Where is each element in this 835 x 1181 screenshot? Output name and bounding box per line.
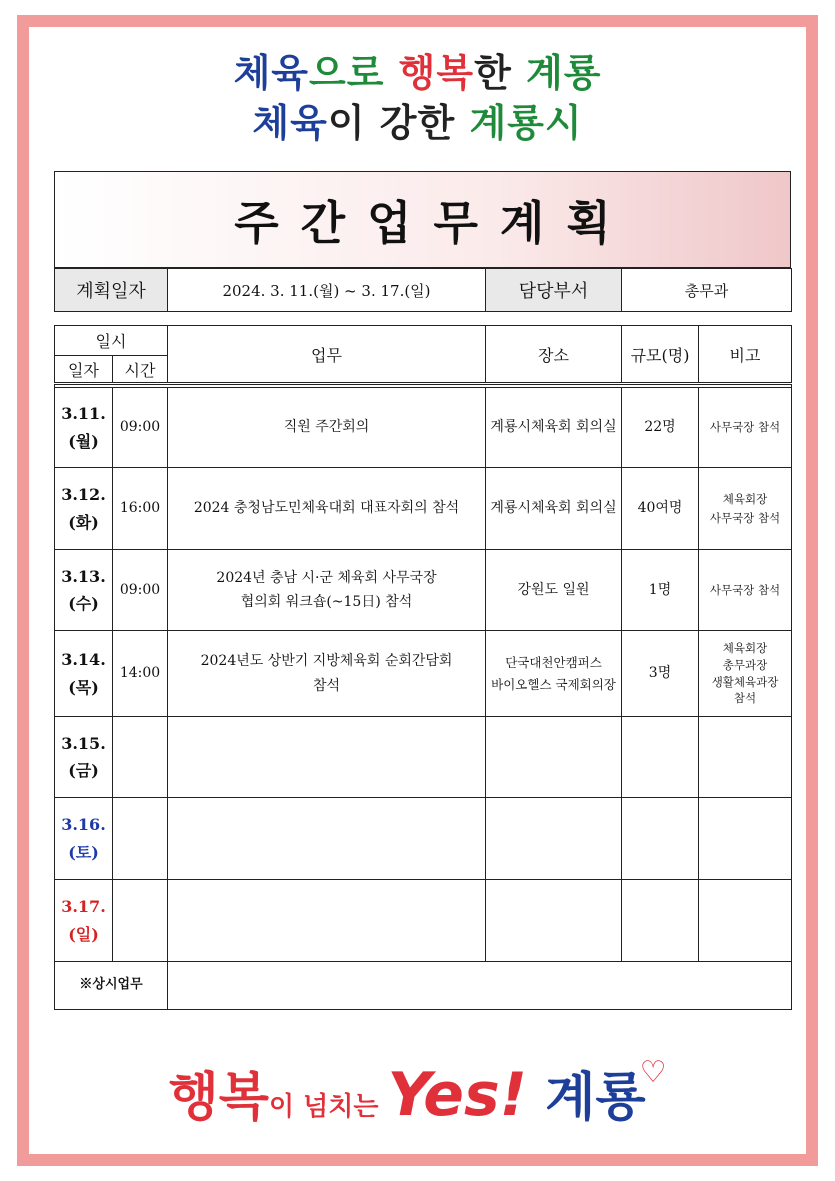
slogan-line-2: 체육이 강한 계룡시 <box>252 101 583 145</box>
always-tasks-label: ※상시업무 <box>55 962 168 1010</box>
table-row: 3.15. (금) <box>55 717 792 798</box>
table-row: 3.12. (화) 16:00 2024 충청남도민체육대회 대표자회의 참석 계룡시체육회 회의실 40여명 체육회장 사무국장 참석 <box>55 468 792 550</box>
plan-info-table <box>54 268 792 312</box>
header-scale: 규모(명) <box>622 326 699 384</box>
footer-slogan: 행복이 넘치는 Yes! 계룡♡ <box>168 1055 667 1130</box>
slogan-line-1: 체육으로 행복한 계룡 <box>233 51 602 95</box>
document-title-box <box>54 171 791 268</box>
always-tasks-row <box>55 962 792 1010</box>
heart-icon: ♡ <box>639 1055 667 1090</box>
dept-value: 총무과 <box>622 269 792 312</box>
header-note: 비고 <box>699 326 792 384</box>
table-row: 3.13. (수) 09:00 2024년 충남 시·군 체육회 사무국장 협의회 워크숍(~15日) 참석 강원도 일원 1명 사무국장 참석 <box>55 550 792 631</box>
header-place: 장소 <box>486 326 622 384</box>
table-row: 3.17. (일) <box>55 880 792 962</box>
always-tasks-content <box>168 962 792 1010</box>
header-datetime: 일시 <box>55 326 168 356</box>
header-date: 일자 <box>55 356 113 384</box>
table-row: 3.11. (월) 09:00 직원 주간회의 계룡시체육회 회의실 22명 사무국장 참석 <box>55 388 792 468</box>
dept-label: 담당부서 <box>486 269 622 312</box>
plan-date-value: 2024. 3. 11.(월) ~ 3. 17.(일) <box>168 269 486 312</box>
weekly-schedule-table <box>54 325 792 1010</box>
header-task: 업무 <box>168 326 486 384</box>
document-title: 주간업무계획 <box>234 195 633 250</box>
table-row: 3.14. (목) 14:00 2024년도 상반기 지방체육회 순회간담회 참석 단국대천안캠퍼스 바이오헬스 국제회의장 3명 체육회장 총무과장 생활체육과장 참석 <box>55 631 792 717</box>
table-row: 3.16. (토) <box>55 798 792 880</box>
header-time: 시간 <box>113 356 168 384</box>
plan-date-label: 계획일자 <box>55 269 168 312</box>
